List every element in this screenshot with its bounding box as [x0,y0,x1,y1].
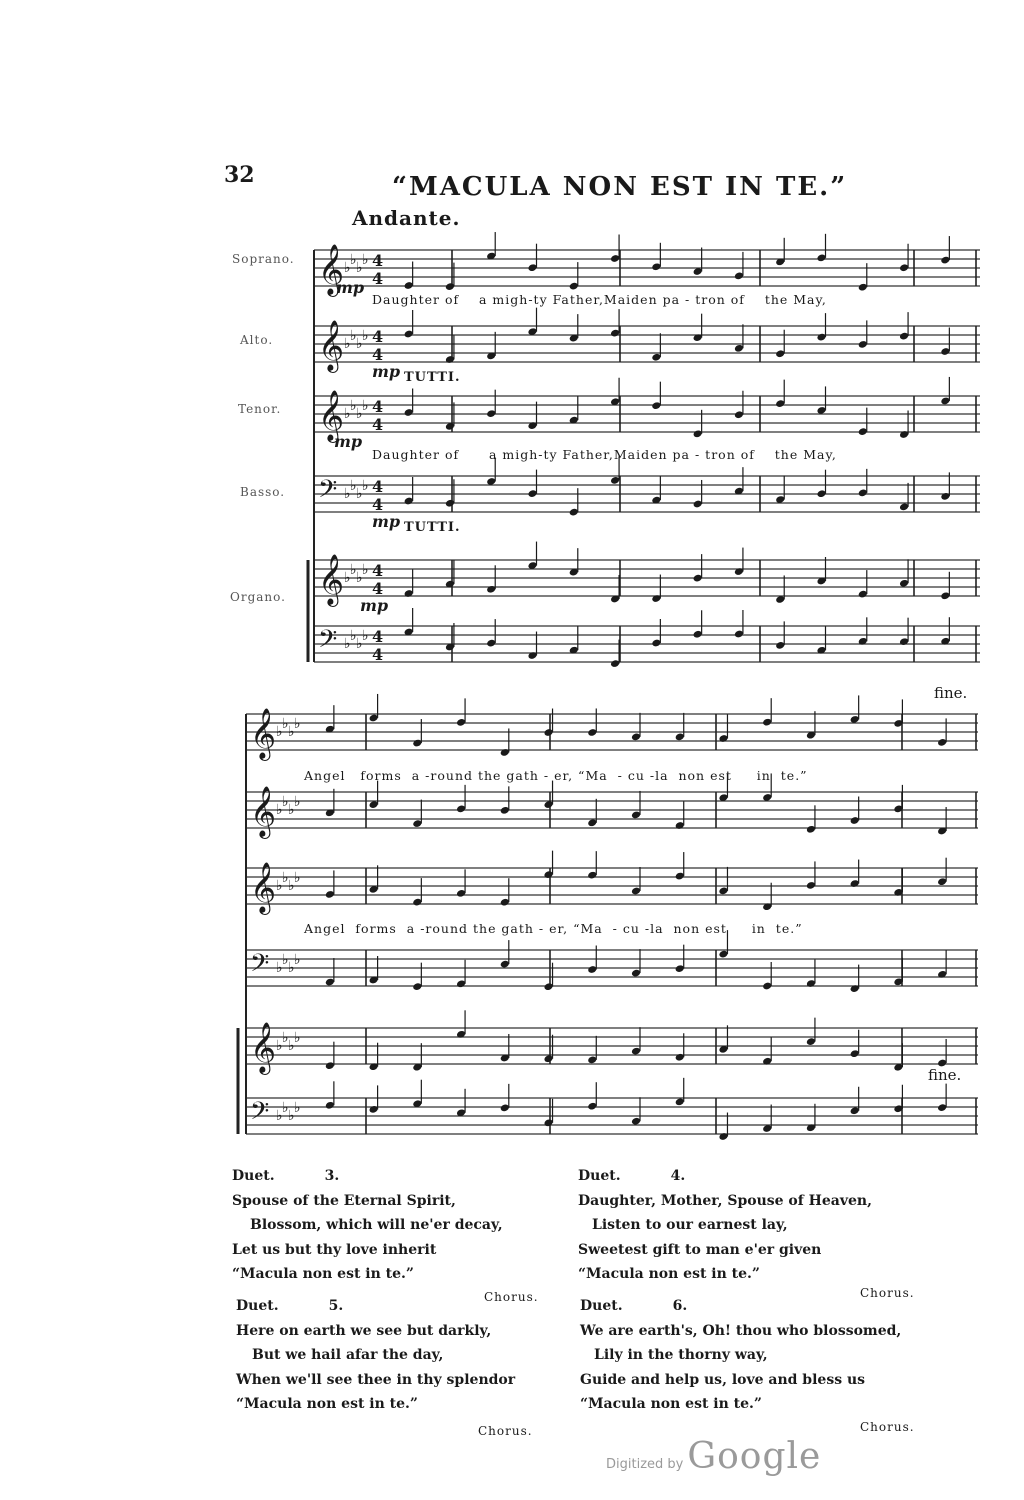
dynamic-organ: mp [360,596,389,615]
clef-organ-bass: 𝄢 [318,625,338,660]
key-signature-organ-treble: ♭ [356,570,363,586]
dynamic-basso: mp [372,512,401,531]
soprano-lyrics-1: Daughter of a migh-ty Father,Maiden pa - tron of the May, [372,292,827,307]
key-signature-basso: ♭ [362,478,369,494]
key-signature2-basso: ♭ [282,952,289,968]
clef2-basso: 𝄢 [250,949,270,984]
tempo-marking: Andante. [352,206,461,230]
key-signature-organ-bass: ♭ [362,628,369,644]
clef-alto: 𝄞 [318,320,345,371]
key-signature2-organ-bass: ♭ [276,1108,283,1124]
key-signature-basso: ♭ [350,478,357,494]
verse-label: Duet. [232,1168,275,1184]
verse-number: 4. [670,1168,686,1184]
clef2-alto: 𝄞 [250,786,277,837]
verse-4 [578,1164,938,1287]
key-signature-tenor: ♭ [350,398,357,414]
tutti-basso: TUTTI. [404,520,461,535]
clef-organ-treble: 𝄞 [318,554,345,605]
key-signature2-alto: ♭ [294,794,301,810]
key-signature-organ-bass: ♭ [350,628,357,644]
verse-6 [580,1294,960,1417]
verse-line: Spouse of the Eternal Spirit, [232,1192,456,1209]
verse-line: Listen to our earnest lay, [592,1217,788,1233]
google-logo: Google [687,1436,822,1477]
time-signature-organ-treble: 4 [372,579,384,598]
key-signature2-organ-bass: ♭ [282,1100,289,1116]
time-signature-organ-bass: 4 [372,645,384,664]
clef-tenor: 𝄞 [318,390,345,441]
fine-marking-1: fine. [934,684,968,702]
key-signature-soprano: ♭ [356,260,363,276]
key-signature-tenor: ♭ [362,398,369,414]
time-signature-organ-treble: 4 [372,561,384,580]
key-signature-soprano: ♭ [344,260,351,276]
dynamic-soprano: mp [336,278,365,297]
part-label-basso: Basso. [240,485,286,499]
time-signature-soprano: 4 [372,251,384,270]
clef2-tenor: 𝄞 [250,862,277,913]
verse-line: When we'll see thee in thy splendor [236,1371,516,1388]
chorus-6: Chorus. [860,1420,915,1434]
clef2-soprano: 𝄞 [250,708,277,759]
watermark-prefix: Digitized by [606,1457,684,1472]
key-signature-tenor: ♭ [356,406,363,422]
key-signature2-soprano: ♭ [294,716,301,732]
key-signature-tenor: ♭ [344,406,351,422]
key-signature-alto: ♭ [344,336,351,352]
key-signature-alto: ♭ [356,336,363,352]
verse-line: Blossom, which will ne'er decay, [250,1217,503,1233]
fine-marking-2: fine. [928,1066,962,1084]
key-signature2-soprano: ♭ [288,724,295,740]
verse-line: Sweetest gift to man e'er given [578,1241,822,1258]
time-signature-alto: 4 [372,345,384,364]
key-signature2-organ-bass: ♭ [294,1100,301,1116]
key-signature2-soprano: ♭ [282,716,289,732]
key-signature2-organ-treble: ♭ [294,1030,301,1046]
key-signature2-tenor: ♭ [294,870,301,886]
verse-number: 6. [672,1298,688,1314]
key-signature-basso: ♭ [344,486,351,502]
key-signature-basso: ♭ [356,486,363,502]
key-signature2-soprano: ♭ [276,724,283,740]
time-signature-tenor: 4 [372,415,384,434]
key-signature-alto: ♭ [362,328,369,344]
tenor-lyrics-2: Angel forms a -round the gath - er, “Ma - cu -la non est in te.” [304,921,803,936]
key-signature2-basso: ♭ [288,960,295,976]
verse-number: 3. [324,1168,340,1184]
key-signature2-tenor: ♭ [276,878,283,894]
key-signature-soprano: ♭ [362,252,369,268]
verse-line: We are earth's, Oh! thou who blossomed, [580,1322,902,1339]
part-label-tenor: Tenor. [238,402,282,416]
verse-line: “Macula non est in te.” [232,1266,414,1282]
verse-line: Here on earth we see but darkly, [236,1322,492,1339]
key-signature2-tenor: ♭ [282,870,289,886]
verse-line: But we hail afar the day, [252,1347,444,1363]
verse-line: “Macula non est in te.” [578,1266,760,1282]
key-signature-soprano: ♭ [350,252,357,268]
time-signature-tenor: 4 [372,397,384,416]
time-signature-basso: 4 [372,495,384,514]
time-signature-organ-bass: 4 [372,627,384,646]
verse-line: Let us but thy love inherit [232,1241,437,1258]
verse-line: “Macula non est in te.” [236,1396,418,1412]
verse-label: Duet. [236,1298,279,1314]
key-signature2-organ-treble: ♭ [288,1038,295,1054]
key-signature2-alto: ♭ [282,794,289,810]
part-label-organo: Organo. [230,590,286,604]
song-title: “MACULA NON EST IN TE.” [392,172,848,202]
part-label-alto: Alto. [240,333,274,347]
key-signature-organ-treble: ♭ [344,570,351,586]
time-signature-soprano: 4 [372,269,384,288]
key-signature2-alto: ♭ [288,802,295,818]
clef-soprano: 𝄞 [318,244,345,295]
tenor-lyrics-1: Daughter of a migh-ty Father,Maiden pa - tron of the May, [372,447,837,462]
part-label-soprano: Soprano. [232,252,295,266]
verse-line: Guide and help us, love and bless us [580,1371,866,1388]
key-signature2-alto: ♭ [276,802,283,818]
chorus-5: Chorus. [478,1424,533,1438]
dynamic-alto: mp [372,362,401,381]
key-signature-alto: ♭ [350,328,357,344]
chorus-4: Chorus. [860,1286,915,1300]
clef2-organ-bass: 𝄢 [250,1097,270,1132]
key-signature2-organ-treble: ♭ [282,1030,289,1046]
dynamic-tenor: mp [334,432,363,451]
key-signature2-tenor: ♭ [288,878,295,894]
key-signature-organ-bass: ♭ [356,636,363,652]
verse-label: Duet. [580,1298,623,1314]
tutti-alto: TUTTI. [404,370,461,385]
verse-3 [232,1164,572,1287]
verse-label: Duet. [578,1168,621,1184]
key-signature2-basso: ♭ [294,952,301,968]
digitized-watermark [606,1436,821,1477]
key-signature2-organ-bass: ♭ [288,1108,295,1124]
key-signature-organ-treble: ♭ [362,562,369,578]
verse-line: Lily in the thorny way, [594,1347,768,1363]
time-signature-alto: 4 [372,327,384,346]
clef2-organ-treble: 𝄞 [250,1022,277,1073]
key-signature2-organ-treble: ♭ [276,1038,283,1054]
verse-line: Daughter, Mother, Spouse of Heaven, [578,1192,872,1209]
page-number: 32 [224,162,255,188]
soprano-lyrics-2: Angel forms a -round the gath - er, “Ma - cu -la non est in te.” [304,768,808,783]
key-signature2-basso: ♭ [276,960,283,976]
chorus-3: Chorus. [484,1290,539,1304]
key-signature-organ-treble: ♭ [350,562,357,578]
verse-5 [236,1294,576,1417]
verse-number: 5. [328,1298,344,1314]
clef-basso: 𝄢 [318,475,338,510]
time-signature-basso: 4 [372,477,384,496]
verse-line: “Macula non est in te.” [580,1396,762,1412]
key-signature-organ-bass: ♭ [344,636,351,652]
